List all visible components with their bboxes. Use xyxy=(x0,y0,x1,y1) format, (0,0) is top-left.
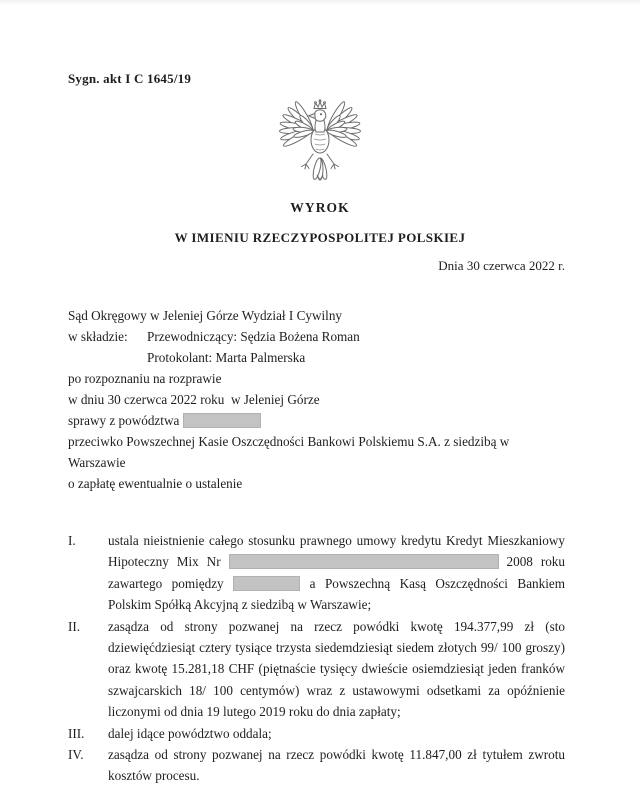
composition-row xyxy=(68,326,565,347)
claimant-redaction-box xyxy=(183,413,261,428)
court-header-block xyxy=(68,305,565,494)
ruling-item-3 xyxy=(68,723,565,744)
hearing-line: po rozpoznaniu na rozprawie xyxy=(68,371,222,386)
ruling-text: dalej idące powództwo oddala; xyxy=(108,725,272,741)
emblem-container xyxy=(0,96,640,196)
ruling-item-1 xyxy=(68,530,565,616)
claimant-label: sprawy z powództwa xyxy=(68,413,180,428)
presiding-judge: Przewodniczący: Sędzia Bożena Roman xyxy=(147,329,360,344)
ruling-numeral: III. xyxy=(68,725,85,741)
claimant-row xyxy=(68,410,565,431)
judgment-subtitle: W IMIENIU RZECZYPOSPOLITEJ POLSKIEJ xyxy=(174,230,466,245)
ruling-numeral: II. xyxy=(68,618,81,634)
ruling-numeral: IV. xyxy=(68,747,84,763)
ruling-item-4 xyxy=(68,744,565,787)
clerk-row xyxy=(68,347,565,368)
ruling-text: zasądza od strony pozwanej na rzecz powódki kwotę 194.377,99 zł (sto dziewięćdziesiąt cztery tysiące trzysta siedemdziesiąt siedem złotych 99/ 100 groszy) oraz kwotę 15.281,18 CHF (piętnaście tysięcy dwieście osiemdziesiąt jeden franków szwajcarskich 18/ 100 centymów) wraz z ustawowymi odsetkami za opóźnienie liczonymi od dnia 19 lutego 2019 roku do dnia zapłaty; xyxy=(108,618,565,720)
court-name: Sąd Okręgowy w Jeleniej Górze Wydział I Cywilny xyxy=(68,308,343,323)
hearing-date-line: w dniu 30 czerwca 2022 roku w Jeleniej Górze xyxy=(68,392,320,407)
judgment-title: WYROK xyxy=(290,200,350,215)
ruling-text xyxy=(108,530,565,616)
defendant-line: przeciwko Powszechnej Kasie Oszczędności Bankowi Polskiemu S.A. z siedzibą w Warszawie xyxy=(68,434,510,470)
ruling-list xyxy=(68,530,565,787)
ruling-text: zasądza od strony pozwanej na rzecz powódki kwotę 11.847,00 zł tytułem zwrotu kosztów procesu. xyxy=(108,747,565,784)
polish-eagle-emblem xyxy=(270,96,370,194)
ruling-1-text-part3: a Powszechną Kasą Oszczędności Bankiem Polskim Spółką Akcyjną z siedzibą w Warszawie; xyxy=(108,575,566,613)
judgment-date: Dnia 30 czerwca 2022 r. xyxy=(438,258,565,273)
ruling-numeral: I. xyxy=(68,533,76,548)
case-number: Sygn. akt I C 1645/19 xyxy=(68,71,192,86)
composition-label: w składzie: xyxy=(68,329,128,344)
party-name-redaction-box xyxy=(233,576,300,591)
ruling-item-2 xyxy=(68,616,565,723)
case-subject-line: o zapłatę ewentualnie o ustalenie xyxy=(68,476,243,491)
contract-number-redaction-box xyxy=(229,554,499,569)
court-clerk: Protokolant: Marta Palmerska xyxy=(147,350,306,365)
ruling-1-text-part1: ustala nieistnienie całego stosunku prawnego umowy kredytu Kredyt Mieszkaniowy Hipoteczny Mix Nr xyxy=(108,533,565,570)
ruling-1-text-part2: 2008 roku zawartego pomiędzy xyxy=(108,554,565,591)
